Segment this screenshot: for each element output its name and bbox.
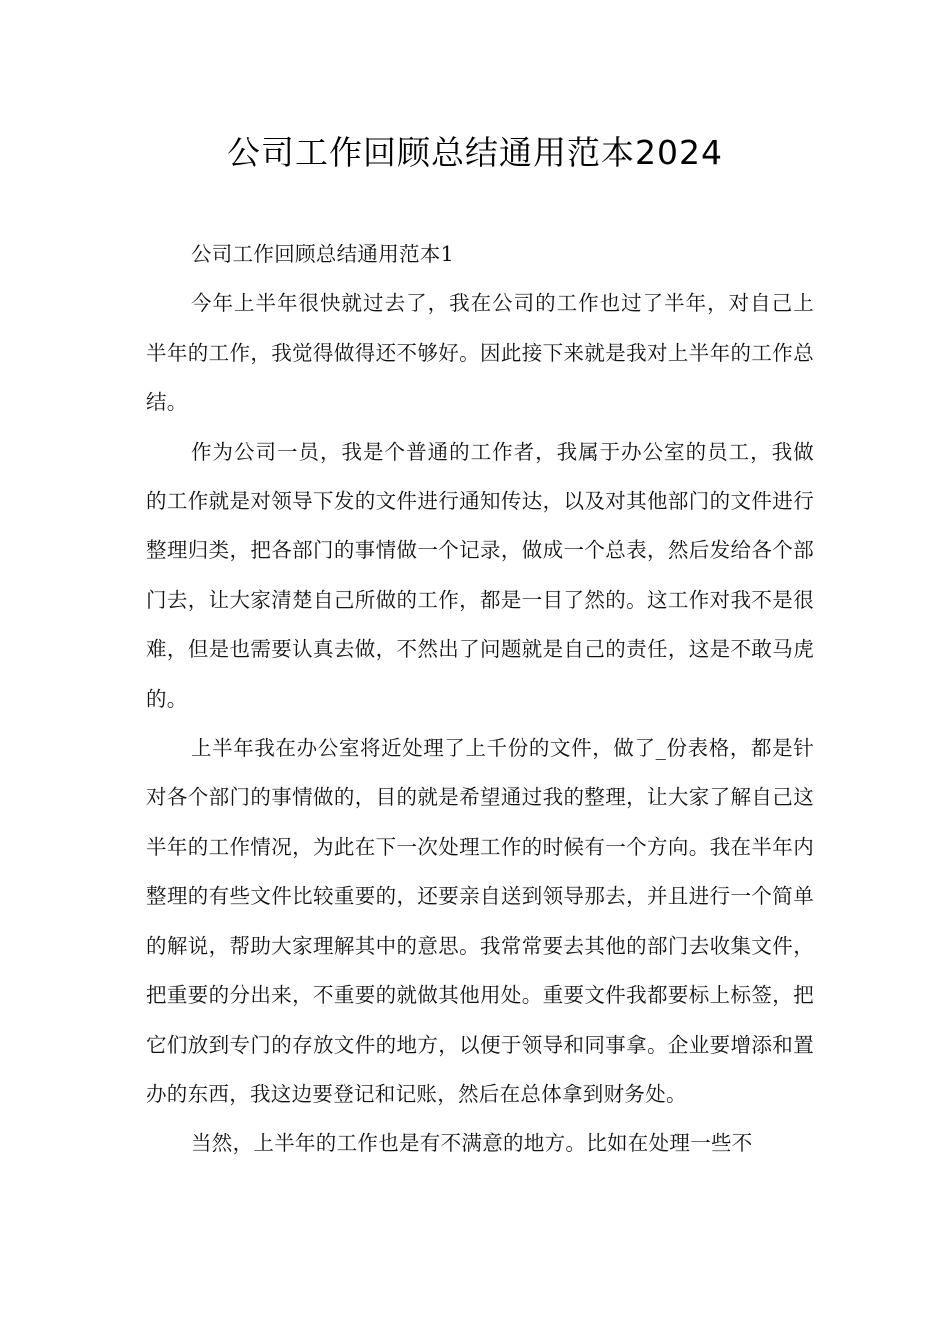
paragraph: 上半年我在办公室将近处理了上千份的文件，做了_份表格，都是针对各个部门的事情做的，目的就是希望通过我的整理，让大家了解自己这半年的工作情况，为此在下一次处理工作的时候有一个方向。我在半年内整理的有些文件比较重要的，还要亲自送到领导那去，并且进行一个简单的解说，帮助大家理解其中的意思。我常常要去其他的部门去收集文件，把重要的分出来，不重要的就做其他用处。重要文件我都要标上标签，把它们放到专门的存放文件的地方，以便于领导和同事拿。企业要增添和置办的东西，我这边要登记和记账，然后在总体拿到财务处。: [146, 736, 814, 1106]
section-heading: 公司工作回顾总结通用范本1: [191, 242, 454, 266]
document-title: 公司工作回顾总结通用范本2024: [227, 133, 723, 172]
paragraph: 作为公司一员，我是个普通的工作者，我属于办公室的员工，我做的工作就是对领导下发的文件进行通知传达，以及对其他部门的文件进行整理归类，把各部门的事情做一个记录，做成一个总表，然后发给各个部门去，让大家清楚自己所做的工作，都是一目了然的。这工作对我不是很难，但是也需要认真去做，不然出了问题就是自己的责任，这是不敢马虎的。: [146, 439, 814, 711]
paragraph: 当然，上半年的工作也是有不满意的地方。比如在处理一些不: [191, 1131, 753, 1156]
document-body: [146, 230, 814, 1169]
paragraph: 今年上半年很快就过去了，我在公司的工作也过了半年，对自己上半年的工作，我觉得做得还不够好。因此接下来就是我对上半年的工作总结。: [146, 291, 814, 415]
